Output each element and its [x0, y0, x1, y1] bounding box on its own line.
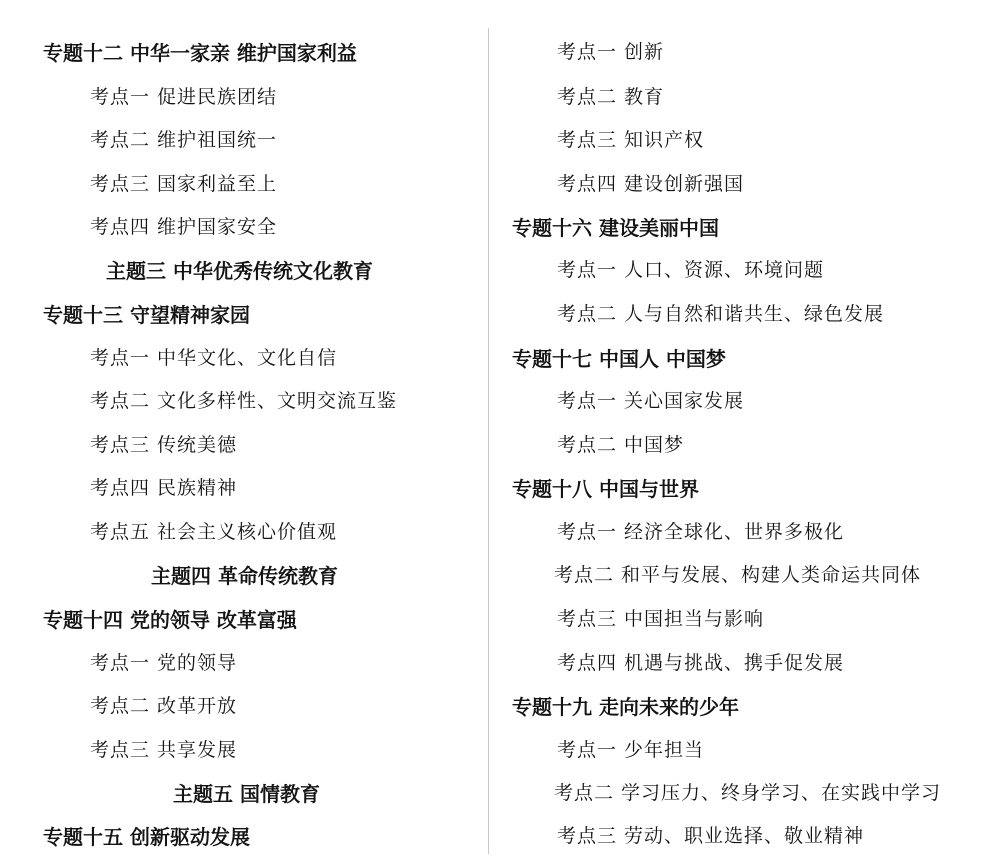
exam-point: 考点二 中国梦 [557, 434, 685, 456]
special-topic-18: 专题十八 中国与世界 [512, 477, 699, 501]
special-topic-17: 专题十七 中国人 中国梦 [512, 347, 726, 371]
theme-4: 主题四 革命传统教育 [151, 564, 338, 588]
exam-point: 考点五 社会主义核心价值观 [90, 521, 338, 543]
exam-point: 考点二 学习压力、终身学习、在实践中学习 [554, 782, 942, 804]
exam-point: 考点三 中国担当与影响 [557, 608, 765, 630]
exam-point: 考点四 建设创新强国 [557, 173, 745, 195]
special-topic-12: 专题十二 中华一家亲 维护国家利益 [43, 41, 357, 65]
exam-point: 考点二 改革开放 [90, 695, 238, 717]
exam-point: 考点一 关心国家发展 [557, 390, 745, 412]
exam-point: 考点二 文化多样性、文明交流互鉴 [90, 390, 398, 412]
exam-point: 考点三 劳动、职业选择、敬业精神 [557, 825, 865, 847]
theme-5: 主题五 国情教育 [173, 782, 320, 806]
special-topic-14: 专题十四 党的领导 改革富强 [43, 608, 297, 632]
exam-point: 考点一 促进民族团结 [90, 86, 278, 108]
exam-point: 考点一 创新 [557, 41, 665, 63]
exam-point: 考点一 党的领导 [90, 652, 238, 674]
theme-3: 主题三 中华优秀传统文化教育 [106, 259, 373, 283]
special-topic-16: 专题十六 建设美丽中国 [512, 216, 719, 240]
special-topic-15: 专题十五 创新驱动发展 [43, 825, 250, 849]
exam-point: 考点四 民族精神 [90, 477, 238, 499]
exam-point: 考点一 经济全球化、世界多极化 [557, 521, 845, 543]
exam-point: 考点二 和平与发展、构建人类命运共同体 [554, 564, 922, 586]
exam-point: 考点一 中华文化、文化自信 [90, 347, 338, 369]
exam-point: 考点二 维护祖国统一 [90, 129, 278, 151]
exam-point: 考点三 共享发展 [90, 739, 238, 761]
exam-point: 考点三 知识产权 [557, 129, 705, 151]
exam-point: 考点二 人与自然和谐共生、绿色发展 [557, 303, 885, 325]
column-divider [488, 28, 489, 854]
exam-point: 考点一 人口、资源、环境问题 [557, 259, 825, 281]
exam-point: 考点三 传统美德 [90, 434, 238, 456]
exam-point: 考点四 维护国家安全 [90, 216, 278, 238]
exam-point: 考点四 机遇与挑战、携手促发展 [557, 652, 845, 674]
special-topic-13: 专题十三 守望精神家园 [43, 303, 250, 327]
special-topic-19: 专题十九 走向未来的少年 [512, 695, 739, 719]
exam-point: 考点三 国家利益至上 [90, 173, 278, 195]
exam-point: 考点二 教育 [557, 86, 665, 108]
exam-point: 考点一 少年担当 [557, 739, 705, 761]
